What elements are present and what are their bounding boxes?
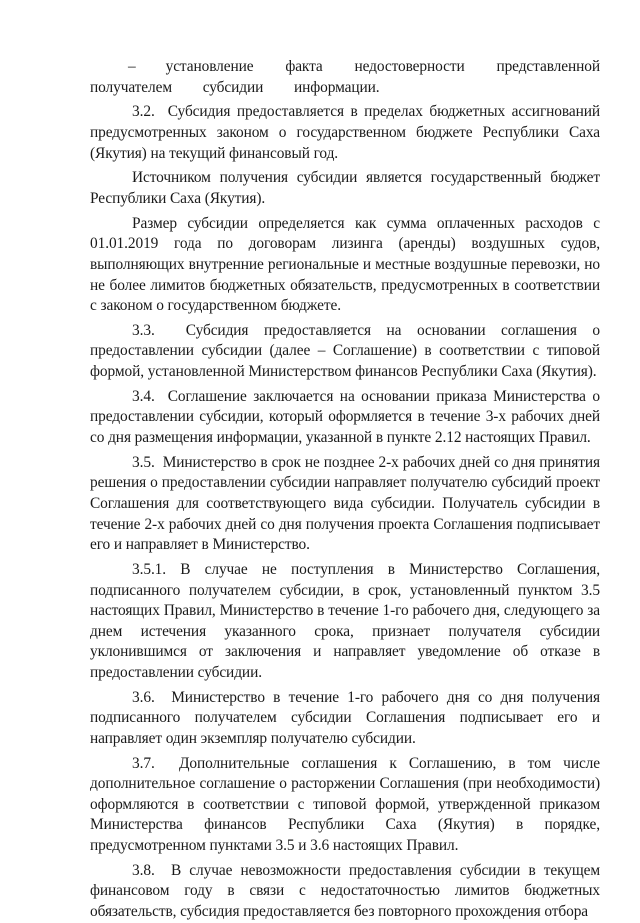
paragraph-3-5-1 [90,560,600,684]
paragraph-number: – [128,58,136,75]
paragraph-number: 3.6. [132,688,155,706]
paragraph-number: 3.4. [132,387,155,405]
paragraph-3-2 [90,102,600,164]
paragraph-number: 3.3. [132,321,155,339]
paragraph-text: Министерство в течение 1-го рабочего дня со дня получения подписанного получателем субсидии Соглашения подписывает его и направляет один экземпляр получателю субсидии. [90,688,600,747]
paragraph-3-6 [90,688,600,750]
paragraph-text: В случае не поступления в Министерство Соглашения, подписанного получателем субсидии, в срок, установленный пунктом 3.5 настоящих Правил, Министерство в течение 1-го рабочего дня, следующего за днем истечения указанного срока, признает получателя субсидии уклонившимся от заключения и направляет уведомление об отказе в предоставлении субсидии. [90,560,600,681]
paragraph-number: 3.2. [132,103,155,121]
paragraph-number: 3.5. [132,453,155,471]
paragraph-3-4 [90,387,600,449]
paragraph-text: Источником получения субсидии является государственный бюджет Республики Саха (Якутия). [90,169,600,207]
document-body [90,57,600,923]
paragraph-text: Размер субсидии определяется как сумма оплаченных расходов с 01.01.2019 года по договорам лизинга (аренды) воздушных судов, выполняющих внутренние региональные и местные воздушные перевозки, но не более лимитов бюджетных обязательств, предусмотренных в соответствии с законом о государственном бюджете. [90,214,600,315]
paragraph-number: 3.5.1. [132,560,167,578]
paragraph-text: Министерство в срок не позднее 2-х рабочих дней со дня принятия решения о предоставлении субсидии направляет получателю субсидий проект Соглашения для соответствующего вида субсидии. Получатель субсидии в течение 2-х рабочих дней со дня получения проекта Соглашения подписывает его и направляет в Министерство. [90,453,600,554]
paragraph-subsidy-size [90,214,600,317]
paragraph-text: установление факта недостоверности представленной получателем субсидии информации. [90,58,600,96]
paragraph-3-3 [90,321,600,383]
paragraph-number: 3.8. [132,861,155,879]
paragraph-text: Субсидия предоставляется в пределах бюджетных ассигнований предусмотренных законом о государственном бюджете Республики Саха (Якутия) на текущий финансовый год. [90,103,600,162]
paragraph-dash-item [90,57,600,98]
paragraph-text: Дополнительные соглашения к Соглашению, в том числе дополнительное соглашение о расторжении Соглашения (при необходимости) оформляются в соответствии с типовой формой, утвержденной приказом Министерства финансов Республики Саха (Якутия) в порядке, предусмотренном пунктами 3.5 и 3.6 настоящих Правил. [90,754,600,855]
paragraph-number: 3.7. [132,754,155,772]
paragraph-text: В случае невозможности предоставления субсидии в текущем финансовом году в связи с недостаточностью лимитов бюджетных обязательств, субсидия предоставляется без повторного прохождения отбора [90,861,600,921]
paragraph-3-7 [90,754,600,857]
paragraph-funding-source [90,168,600,209]
paragraph-3-8 [90,861,600,923]
paragraph-3-5 [90,453,600,556]
paragraph-text: Соглашение заключается на основании приказа Министерства о предоставлении субсидии, который оформляется в течение 3-х рабочих дней со дня размещения информации, указанной в пункте 2.12 настоящих Правил. [90,387,601,447]
paragraph-text: Субсидия предоставляется на основании соглашения о предоставлении субсидии (далее – Соглашение) в соответствии с типовой формой, установленной Министерством финансов Республики Саха (Якутия). [90,321,600,381]
